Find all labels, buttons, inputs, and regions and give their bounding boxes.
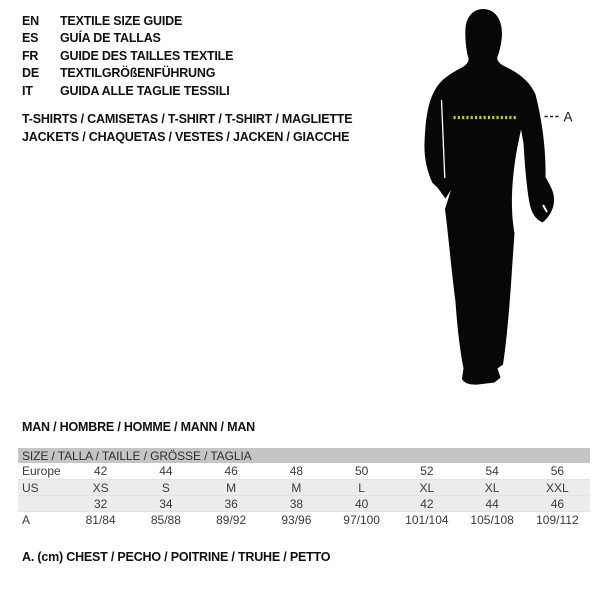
size-cell: 81/84 bbox=[85, 512, 116, 527]
table-row-chest-a bbox=[18, 511, 590, 527]
size-cell: 109/112 bbox=[536, 512, 579, 527]
size-cell: 44 bbox=[485, 496, 499, 511]
size-cell: 36 bbox=[224, 496, 238, 511]
size-cell: XL bbox=[484, 480, 500, 495]
product-line-tshirts: T-SHIRTS / CAMISETAS / T-SHIRT / T-SHIRT / MAGLIETTE bbox=[22, 112, 353, 126]
size-cell: 38 bbox=[289, 496, 304, 511]
man-silhouette bbox=[424, 9, 554, 385]
size-cell: 50 bbox=[354, 464, 369, 478]
language-code: DE bbox=[22, 66, 39, 81]
size-cell: 97/100 bbox=[343, 512, 380, 527]
size-cell: 32 bbox=[93, 496, 108, 511]
size-cell: XS bbox=[92, 480, 109, 495]
size-cell: M bbox=[226, 480, 237, 495]
section-title-man: MAN / HOMBRE / HOMME / MANN / MAN bbox=[22, 420, 255, 434]
size-cell: 46 bbox=[224, 464, 238, 478]
size-cell: 48 bbox=[289, 464, 304, 478]
row-label: Europe bbox=[22, 464, 61, 478]
measure-label-a: A bbox=[563, 109, 573, 125]
row-label: US bbox=[22, 480, 39, 495]
size-cell: L bbox=[358, 480, 365, 495]
size-cell: 44 bbox=[159, 464, 173, 478]
size-cell: 52 bbox=[420, 464, 434, 478]
language-code: FR bbox=[22, 48, 39, 63]
size-table-header: SIZE / TALLA / TAILLE / GRÖSSE / TAGLIA bbox=[18, 448, 590, 463]
product-line-jackets: JACKETS / CHAQUETAS / VESTES / JACKEN / GIACCHE bbox=[22, 130, 350, 144]
table-row-us bbox=[18, 479, 590, 495]
measurement-footnote: A. (cm) CHEST / PECHO / POITRINE / TRUHE / PETTO bbox=[22, 550, 331, 564]
size-cell: XL bbox=[419, 480, 435, 495]
table-row-europe bbox=[18, 463, 590, 479]
language-title: GUIDA ALLE TAGLIE TESSILI bbox=[60, 83, 230, 98]
size-cell: S bbox=[161, 480, 170, 495]
size-cell: 46 bbox=[550, 496, 565, 511]
size-cell: 105/108 bbox=[470, 512, 514, 527]
language-title: TEXTILGRÖßENFÜHRUNG bbox=[60, 66, 216, 81]
language-title: TEXTILE SIZE GUIDE bbox=[60, 13, 183, 28]
size-table bbox=[18, 448, 590, 527]
row-label: A bbox=[22, 512, 31, 527]
size-cell: 42 bbox=[420, 496, 434, 511]
language-code: IT bbox=[22, 83, 33, 98]
size-cell: 56 bbox=[550, 464, 565, 478]
size-cell: 85/88 bbox=[150, 512, 181, 527]
size-cell: 89/92 bbox=[216, 512, 247, 527]
size-cell: M bbox=[291, 480, 302, 495]
size-cell: 93/96 bbox=[281, 512, 312, 527]
size-cell: 42 bbox=[93, 464, 108, 478]
language-title: GUIDE DES TAILLES TEXTILE bbox=[60, 48, 234, 63]
size-cell: 40 bbox=[354, 496, 369, 511]
table-row-numeric bbox=[18, 495, 590, 511]
size-cell: 54 bbox=[485, 464, 499, 478]
size-cell: 101/104 bbox=[405, 512, 449, 527]
size-cell: 34 bbox=[159, 496, 173, 511]
size-cell: XXL bbox=[546, 480, 569, 495]
language-title: GUÍA DE TALLAS bbox=[60, 31, 161, 46]
language-code: ES bbox=[22, 31, 39, 46]
language-code: EN bbox=[22, 13, 39, 28]
